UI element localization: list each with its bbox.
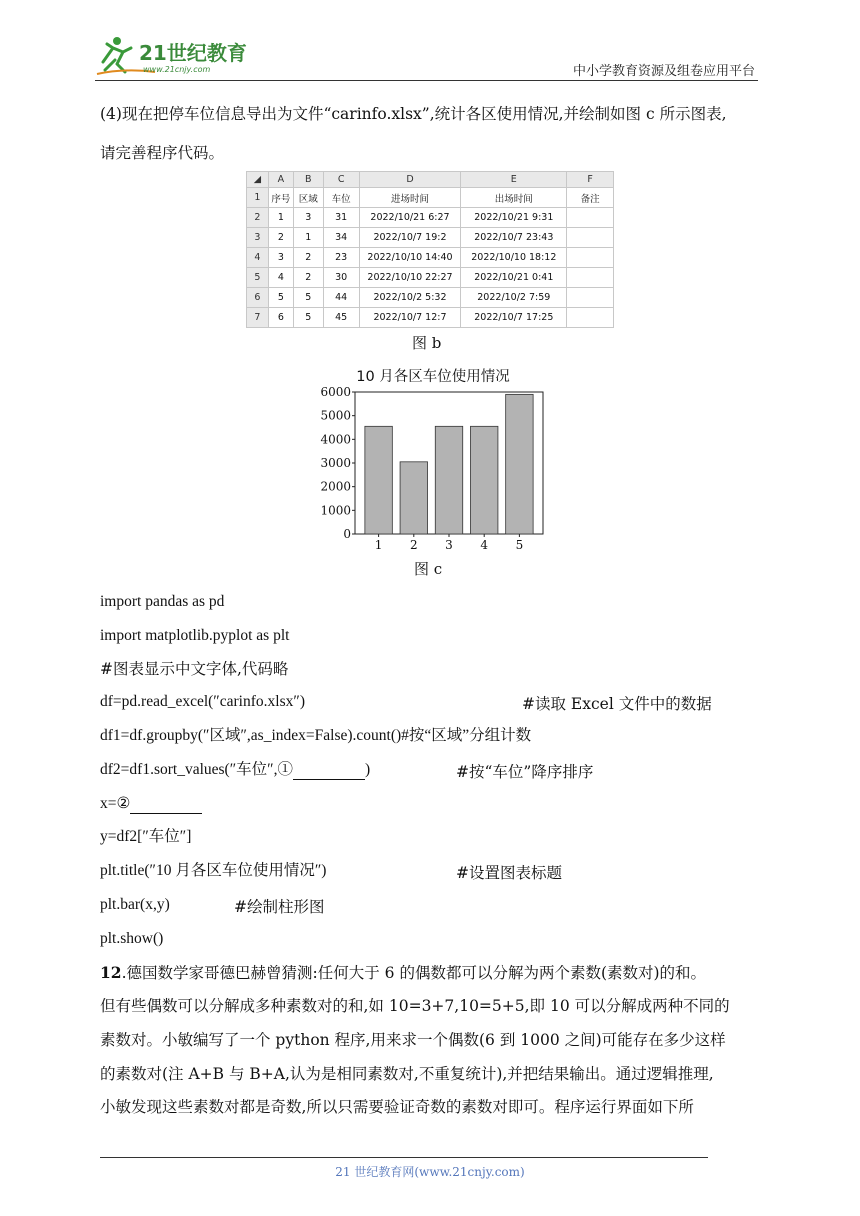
question-4-line-1: (4)现在把停车位信息导出为文件“carinfo.xlsx”,统计各区使用情况,并绘制如图 c 所示图表, xyxy=(100,105,727,123)
y-tick-label: 4000 xyxy=(320,432,351,447)
cell: 2022/10/21 0:41 xyxy=(461,268,567,288)
cell: 6 xyxy=(268,308,293,328)
cell: 2022/10/10 22:27 xyxy=(359,268,461,288)
bar-chart xyxy=(318,362,548,582)
table-row xyxy=(247,228,614,248)
chart-title: 10 月各区车位使用情况 xyxy=(356,369,510,385)
cell: 44 xyxy=(323,288,359,308)
cell xyxy=(567,248,614,268)
cell: 4 xyxy=(268,268,293,288)
cell: 2022/10/10 14:40 xyxy=(359,248,461,268)
code-line-5: df1=df.groupby(″区域″,as_index=False).count()#按“区域”分组计数 xyxy=(100,727,532,744)
cell xyxy=(567,228,614,248)
cell: 30 xyxy=(323,268,359,288)
blank-1 xyxy=(293,763,365,780)
cell: 2 xyxy=(293,268,323,288)
question-12-text: .德国数学家哥德巴赫曾猜测:任何大于 6 的偶数都可以分解为两个素数(素数对)的和。 xyxy=(121,964,707,982)
cell: 2022/10/21 9:31 xyxy=(461,208,567,228)
bar xyxy=(435,426,462,534)
cell: 34 xyxy=(323,228,359,248)
row-number: 3 xyxy=(247,228,269,248)
code-line-6-suffix: ) xyxy=(365,761,371,778)
col-letter: D xyxy=(359,172,461,188)
row-number: 5 xyxy=(247,268,269,288)
cell: 2022/10/7 19:2 xyxy=(359,228,461,248)
table-row xyxy=(247,248,614,268)
header-cell: 出场时间 xyxy=(461,188,567,208)
bar xyxy=(470,426,497,534)
cell: 2 xyxy=(268,228,293,248)
col-letter: E xyxy=(461,172,567,188)
header-cell: 进场时间 xyxy=(359,188,461,208)
code-line-4: df=pd.read_excel(″carinfo.xlsx″) xyxy=(100,693,305,710)
x-tick-label: 5 xyxy=(515,538,524,552)
question-4-line-2: 请完善程序代码。 xyxy=(100,144,225,162)
cell: 2022/10/2 7:59 xyxy=(461,288,567,308)
question-12-line-1 xyxy=(100,963,706,983)
figure-b-caption: 图 b xyxy=(412,334,442,352)
header-cell: 备注 xyxy=(567,188,614,208)
logo-url: www.21cnjy.com xyxy=(143,65,211,74)
row-number: 6 xyxy=(247,288,269,308)
row-number: 1 xyxy=(247,188,269,208)
code-line-6 xyxy=(100,760,370,780)
y-tick-label: 3000 xyxy=(320,456,351,470)
select-all-corner: ◢ xyxy=(247,172,269,188)
cell: 5 xyxy=(268,288,293,308)
table-row xyxy=(247,288,614,308)
cell: 3 xyxy=(268,248,293,268)
cell: 2022/10/21 6:27 xyxy=(359,208,461,228)
bar xyxy=(506,394,533,534)
code-line-7-prefix: x=② xyxy=(100,795,131,812)
code-line-6-comment: #按“车位”降序排序 xyxy=(456,763,594,781)
footer-divider xyxy=(100,1157,708,1158)
blank-2 xyxy=(130,797,202,814)
logo-text: 21世纪教育 xyxy=(139,41,247,65)
header-divider xyxy=(95,80,758,81)
row-number: 7 xyxy=(247,308,269,328)
table-row xyxy=(247,308,614,328)
col-letter: B xyxy=(293,172,323,188)
cell: 1 xyxy=(268,208,293,228)
x-tick-label: 2 xyxy=(409,538,418,552)
question-12-line-4: 的素数对(注 A+B 与 B+A,认为是相同素数对,不重复统计),并把结果输出。通过逻辑推理, xyxy=(100,1065,714,1083)
cell: 2022/10/2 5:32 xyxy=(359,288,461,308)
cell: 31 xyxy=(323,208,359,228)
cell: 1 xyxy=(293,228,323,248)
code-line-9-comment: #设置图表标题 xyxy=(456,864,562,882)
col-letter: F xyxy=(567,172,614,188)
code-line-11: plt.show() xyxy=(100,930,164,947)
cell: 2 xyxy=(293,248,323,268)
cell: 5 xyxy=(293,308,323,328)
cell xyxy=(567,288,614,308)
code-line-8: y=df2[″车位″] xyxy=(100,828,192,845)
bar xyxy=(365,426,392,534)
question-12-number: 12 xyxy=(100,963,122,982)
cell: 23 xyxy=(323,248,359,268)
x-tick-label: 3 xyxy=(445,538,453,552)
code-line-10-comment: #绘制柱形图 xyxy=(234,898,325,916)
cell: 2022/10/7 17:25 xyxy=(461,308,567,328)
cell: 3 xyxy=(293,208,323,228)
col-letter: A xyxy=(268,172,293,188)
y-tick-label: 2000 xyxy=(320,479,351,494)
header-cell: 车位 xyxy=(323,188,359,208)
cell: 2022/10/7 12:7 xyxy=(359,308,461,328)
y-tick-label: 1000 xyxy=(320,503,351,518)
header-platform-text: 中小学教育资源及组卷应用平台 xyxy=(572,64,755,79)
code-line-1: import pandas as pd xyxy=(100,593,225,610)
y-tick-label: 5000 xyxy=(320,408,351,423)
footer-text: 21 世纪教育网(www.21cnjy.com) xyxy=(335,1165,525,1179)
table-row xyxy=(247,268,614,288)
cell xyxy=(567,208,614,228)
col-letter: C xyxy=(323,172,359,188)
code-line-2: import matplotlib.pyplot as plt xyxy=(100,627,290,644)
column-letter-row xyxy=(247,172,614,188)
row-number: 2 xyxy=(247,208,269,228)
site-logo xyxy=(95,34,260,78)
question-12-line-3: 素数对。小敏编写了一个 python 程序,用来求一个偶数(6 到 1000 之间)可能存在多少这样 xyxy=(100,1031,726,1049)
cell: 45 xyxy=(323,308,359,328)
cell: 2022/10/7 23:43 xyxy=(461,228,567,248)
question-12-line-5: 小敏发现这些素数对都是奇数,所以只需要验证奇数的素数对即可。程序运行界面如下所 xyxy=(100,1098,694,1116)
y-tick-label: 6000 xyxy=(320,385,351,399)
code-line-7 xyxy=(100,794,202,814)
code-line-6-prefix: df2=df1.sort_values(″车位″,① xyxy=(100,761,293,778)
code-line-10: plt.bar(x,y) xyxy=(100,896,170,913)
bar xyxy=(400,462,427,534)
y-tick-label: 0 xyxy=(343,527,351,541)
code-line-3: #图表显示中文字体,代码略 xyxy=(100,660,289,678)
code-line-9: plt.title(″10 月各区车位使用情况″) xyxy=(100,862,327,879)
table-row xyxy=(247,208,614,228)
code-line-4-comment: #读取 Excel 文件中的数据 xyxy=(522,695,712,713)
x-tick-label: 4 xyxy=(480,538,489,552)
cell xyxy=(567,268,614,288)
cell: 2022/10/10 18:12 xyxy=(461,248,567,268)
spreadsheet-figure xyxy=(246,171,614,323)
x-tick-label: 1 xyxy=(374,538,383,552)
cell xyxy=(567,308,614,328)
cell: 5 xyxy=(293,288,323,308)
table-header-row xyxy=(247,188,614,208)
header-cell: 区域 xyxy=(293,188,323,208)
row-number: 4 xyxy=(247,248,269,268)
figure-c-caption: 图 c xyxy=(414,560,443,578)
header-cell: 序号 xyxy=(268,188,293,208)
question-12-line-2: 但有些偶数可以分解成多种素数对的和,如 10=3+7,10=5+5,即 10 可以分解成两种不同的 xyxy=(100,997,730,1015)
